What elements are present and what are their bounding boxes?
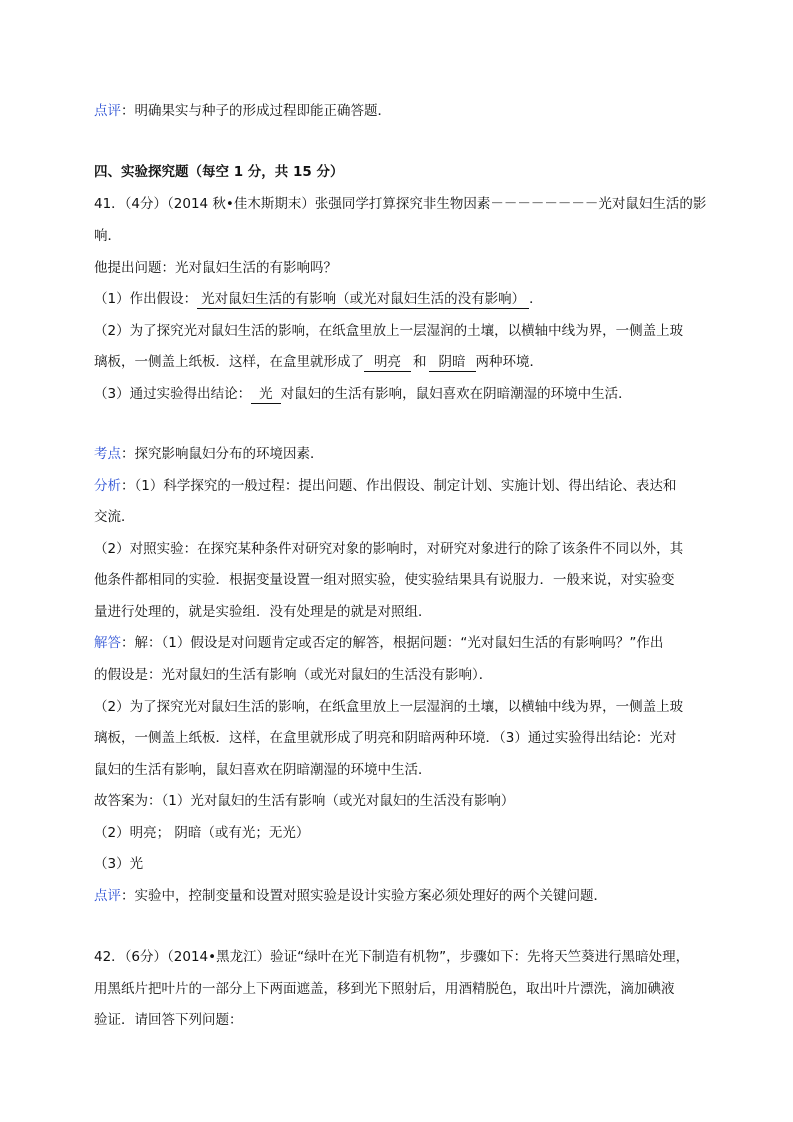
q41-stem-line2: 响． xyxy=(94,228,121,244)
dianping-label: 点评 xyxy=(94,888,121,904)
q42-line1: 42．（6分）（2014•黑龙江）验证“绿叶在光下制造有机物”，步骤如下：先将天竺葵进行黑暗处理， xyxy=(94,949,690,965)
part1-answer-blank: 光对鼠妇生活的有影响（或光对鼠妇生活的没有影响） xyxy=(197,290,529,309)
answer-line1: 故答案为：（1）光对鼠妇的生活有影响（或光对鼠妇的生活没有影响） xyxy=(94,793,515,809)
fenxi-line3: （2）对照实验：在探究某种条件对研究对象的影响时，对研究对象进行的除了该条件不同以外，其 xyxy=(94,541,684,557)
fenxi-line4: 他条件都相同的实验．根据变量设置一组对照实验，使实验结果具有说服力．一般来说，对实验变 xyxy=(94,572,675,588)
comment-label: 点评 xyxy=(94,103,121,119)
kaodian-label: 考点 xyxy=(94,446,121,462)
section-title: 四、实验探究题（每空 1 分，共 15 分） xyxy=(94,164,344,180)
part2-blank-2: 阴暗 xyxy=(429,353,476,372)
q41-part2-line2 xyxy=(94,353,543,372)
fenxi-line5: 量进行处理的，就是实验组．没有处理是的就是对照组． xyxy=(94,604,432,620)
part2-suffix: 两种环境． xyxy=(475,354,543,370)
q40-comment xyxy=(94,102,391,120)
fenxi-label: 分析 xyxy=(94,478,121,494)
answer-line3: （3）光 xyxy=(94,856,144,872)
jieda-line1 xyxy=(94,634,663,652)
comment-text: ：明确果实与种子的形成过程即能正确答题． xyxy=(121,103,391,119)
kaodian xyxy=(94,445,324,463)
q41-question: 他提出问题：光对鼠妇生活的有影响吗？ xyxy=(94,260,337,276)
jieda-line5: 鼠妇的生活有影响，鼠妇喜欢在阴暗潮湿的环境中生活． xyxy=(94,762,432,778)
part1-prefix: （1）作出假设： xyxy=(94,291,198,307)
part3-blank: 光 xyxy=(251,385,281,404)
part1-suffix: ． xyxy=(529,291,543,307)
dianping-text: ：实验中，控制变量和设置对照实验是设计实验方案必须处理好的两个关键问题． xyxy=(121,888,607,904)
part3-suffix: 对鼠妇的生活有影响，鼠妇喜欢在阴暗潮湿的环境中生活． xyxy=(280,386,632,402)
jieda-line3: （2）为了探究光对鼠妇生活的影响，在纸盒里放上一层湿润的土壤，以横轴中线为界，一侧盖上玻 xyxy=(94,699,684,715)
part3-prefix: （3）通过实验得出结论： xyxy=(94,386,252,402)
dianping xyxy=(94,887,607,905)
fenxi-line2: 交流． xyxy=(94,509,135,525)
jieda-line4: 璃板，一侧盖上纸板．这样，在盒里就形成了明亮和阴暗两种环境．（3）通过实验得出结论：光对 xyxy=(94,730,677,746)
q42-line2: 用黑纸片把叶片的一部分上下两面遮盖，移到光下照射后，用酒精脱色，取出叶片漂洗，滴加碘液 xyxy=(94,981,675,997)
fenxi-text: ：（1）科学探究的一般过程：提出问题、作出假设、制定计划、实施计划、得出结论、表达和 xyxy=(121,478,677,494)
part2-prefix: 璃板，一侧盖上纸板．这样，在盒里就形成了 xyxy=(94,354,364,370)
jieda-text: ：解：（1）假设是对问题肯定或否定的解答，根据问题：“光对鼠妇生活的有影响吗？”作出 xyxy=(121,635,664,651)
answer-line2: （2）明亮； 阴暗（或有光；无光） xyxy=(94,825,310,841)
jieda-line2: 的假设是：光对鼠妇的生活有影响（或光对鼠妇的生活没有影响）． xyxy=(94,667,493,683)
q41-part3 xyxy=(94,385,632,404)
fenxi-line1 xyxy=(94,477,676,495)
kaodian-text: ：探究影响鼠妇分布的环境因素． xyxy=(121,446,324,462)
q41-part2-line1: （2）为了探究光对鼠妇生活的影响，在纸盒里放上一层湿润的土壤，以横轴中线为界，一侧盖上玻 xyxy=(94,323,684,339)
q41-stem-line1: 41．（4分）（2014 秋•佳木斯期末）张强同学打算探究非生物因素－－－－－－－－光对鼠妇生活的影 xyxy=(94,196,707,212)
part2-blank-1: 明亮 xyxy=(364,353,411,372)
q42-line3: 验证．请回答下列问题： xyxy=(94,1012,243,1028)
q41-part1 xyxy=(94,290,543,309)
part2-mid: 和 xyxy=(413,354,427,370)
jieda-label: 解答 xyxy=(94,635,121,651)
